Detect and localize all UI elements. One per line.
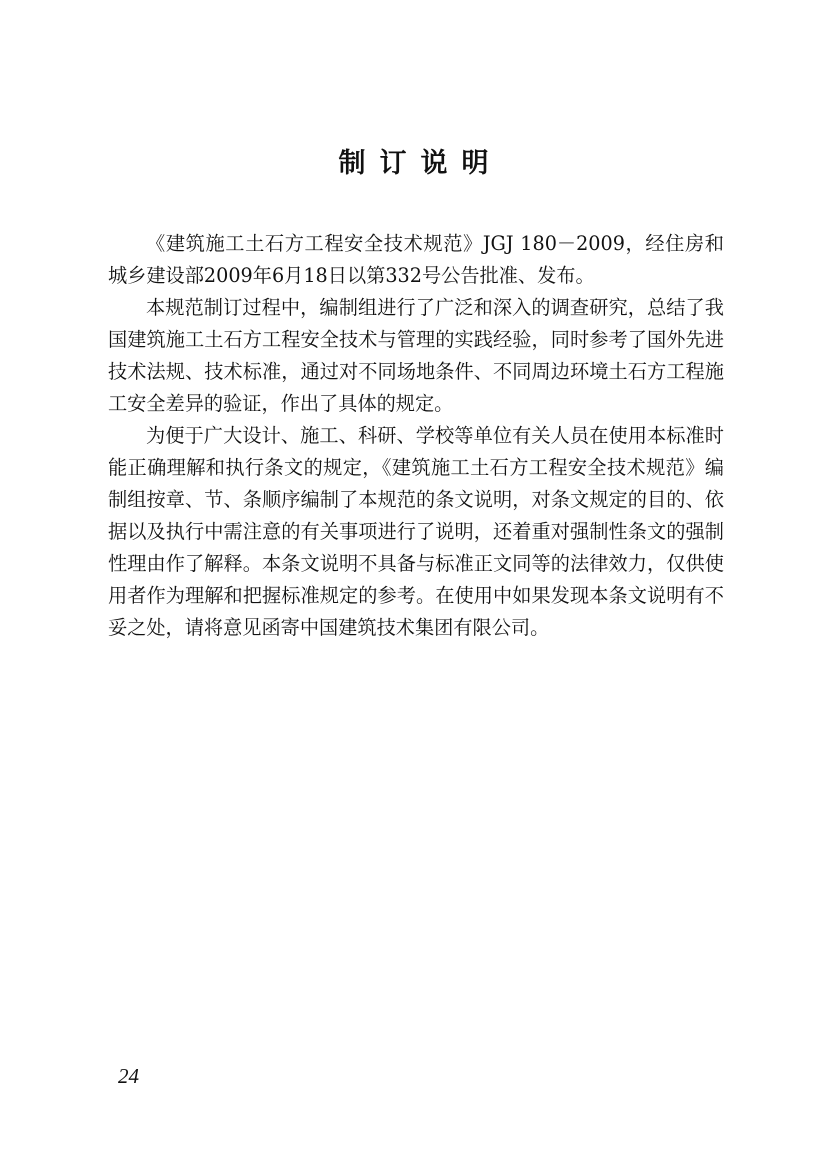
page-title: 制订说明 xyxy=(338,148,503,179)
body-text xyxy=(108,228,724,644)
paragraph-1: 《建筑施工土石方工程安全技术规范》JGJ 180－2009，经住房和城乡建设部2009年6月18日以第332号公告批准、发布。 xyxy=(108,232,724,287)
paragraph-2: 本规范制订过程中，编制组进行了广泛和深入的调查研究，总结了我国建筑施工土石方工程安全技术与管理的实践经验，同时参考了国外先进技术法规、技术标准，通过对不同场地条件、不同周边环境土石方工程施工安全差异的验证，作出了具体的规定。 xyxy=(108,296,724,415)
paragraph-3: 为便于广大设计、施工、科研、学校等单位有关人员在使用本标准时能正确理解和执行条文的规定，《建筑施工土石方工程安全技术规范》编制组按章、节、条顺序编制了本规范的条文说明，对条文规定的目的、依据以及执行中需注意的有关事项进行了说明，还着重对强制性条文的强制性理由作了解释。本条文说明不具备与标准正文同等的法律效力，仅供使用者作为理解和把握标准规定的参考。在使用中如果发现本条文说明有不妥之处，请将意见函寄中国建筑技术集团有限公司。 xyxy=(108,424,724,639)
page-number: 24 xyxy=(118,1064,139,1088)
